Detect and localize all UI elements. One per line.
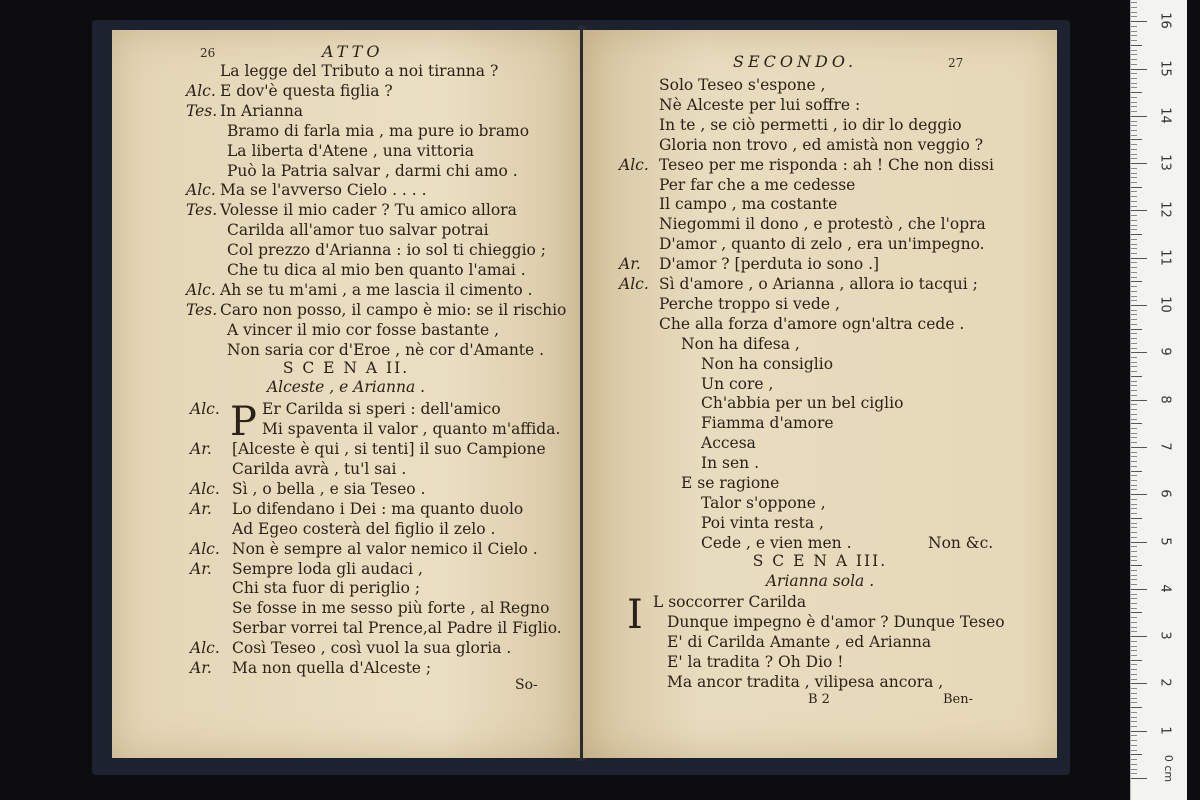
aria-line: Non ha difesa , — [681, 334, 800, 353]
ruler-tick — [1131, 366, 1137, 367]
ruler-tick — [1131, 712, 1137, 713]
catchword: So- — [515, 677, 538, 693]
ruler-tick — [1131, 149, 1137, 150]
ruler-tick — [1131, 168, 1137, 169]
ruler-tick — [1131, 291, 1137, 292]
ruler-number: 16 — [1157, 12, 1173, 29]
ruler-number: 3 — [1157, 631, 1173, 640]
ruler-tick — [1131, 116, 1147, 117]
ruler-tick — [1131, 707, 1142, 708]
ruler-tick — [1131, 594, 1137, 595]
ruler-tick — [1131, 542, 1147, 543]
ruler-tick — [1131, 636, 1147, 637]
ruler-tick — [1131, 702, 1137, 703]
verse-line: Serbar vorrei tal Prence,al Padre il Figlio. — [232, 619, 562, 638]
speaker-name: Ar. — [190, 659, 212, 677]
ruler-tick — [1131, 745, 1137, 746]
verse-line: Per far che a me cedesse — [659, 175, 856, 194]
verse-line: [Alceste è qui , si tenti] il suo Campione — [232, 440, 546, 459]
ruler-number: 1 — [1157, 726, 1173, 735]
ruler-tick — [1131, 551, 1137, 552]
speaker-name: Alc. — [186, 280, 216, 299]
ruler-tick — [1131, 617, 1137, 618]
verse-line: Il campo , ma costante — [659, 195, 838, 214]
ruler-tick — [1131, 442, 1137, 443]
ruler-tick — [1131, 144, 1137, 145]
speaker-name: Tes. — [186, 201, 218, 220]
verse-line: Lo difendano i Dei : ma quanto duolo — [232, 499, 524, 518]
page-number: 26 — [200, 46, 216, 60]
ruler-tick — [1131, 92, 1142, 93]
ruler-tick — [1131, 234, 1142, 235]
ruler-tick — [1131, 139, 1142, 140]
ruler-tick — [1131, 456, 1137, 457]
ruler-tick — [1131, 338, 1137, 339]
ruler-tick — [1131, 622, 1137, 623]
ruler-tick — [1131, 357, 1137, 358]
ruler-tick — [1131, 419, 1137, 420]
ruler-tick — [1131, 608, 1137, 609]
speaker-name: Ar. — [190, 559, 212, 578]
verse-line: Carilda all'amor tuo salvar potrai — [227, 221, 489, 240]
ruler-tick — [1131, 16, 1137, 17]
ruler-tick — [1131, 414, 1137, 415]
verse-line: D'amor , quanto di zelo , era un'impegno. — [659, 235, 985, 254]
ruler-tick — [1131, 447, 1147, 448]
ruler-tick — [1131, 504, 1137, 505]
ruler-tick — [1131, 87, 1137, 88]
verse-line: Che alla forza d'amore ogn'altra cede . — [659, 314, 965, 333]
verse-line: Perche troppo si vede , — [659, 294, 840, 313]
ruler-tick — [1131, 475, 1137, 476]
verse-line: Sì d'amore , o Arianna , allora io tacqui ; — [659, 275, 978, 293]
verse-line: Niegommi il dono , e protestò , che l'opra — [659, 215, 986, 234]
ruler-tick — [1131, 565, 1142, 566]
ruler-tick — [1131, 300, 1137, 301]
verse-line: Ah se tu m'ami , a me lascia il cimento . — [220, 280, 533, 299]
ruler-tick — [1131, 664, 1137, 665]
ruler-tick — [1131, 253, 1137, 254]
ruler-tick — [1131, 248, 1137, 249]
aria-line: Ch'abbia per un bel ciglio — [701, 394, 904, 413]
catchword: Ben- — [943, 692, 974, 707]
scene-title: S C E N A II. — [282, 358, 410, 377]
ruler-tick — [1131, 556, 1137, 557]
speaker-name: Ar. — [190, 440, 212, 459]
aria-line: Un core , — [701, 374, 774, 393]
drop-cap: I — [627, 592, 643, 639]
ruler-tick — [1131, 400, 1147, 401]
ruler-number: 4 — [1157, 584, 1173, 593]
verse-line: A vincer il mio cor fosse bastante , — [227, 320, 500, 339]
ruler-tick — [1131, 111, 1137, 112]
ruler-tick — [1131, 655, 1137, 656]
aria-line: Talor s'oppone , — [701, 493, 826, 512]
verse-line: Se fosse in me sesso più forte , al Regno — [232, 599, 550, 618]
ruler-tick — [1131, 329, 1142, 330]
speaker-name: Alc. — [190, 639, 220, 658]
ruler-tick — [1131, 489, 1137, 490]
ruler-tick — [1131, 726, 1137, 727]
ruler-tick — [1131, 575, 1137, 576]
ruler-tick — [1131, 352, 1147, 353]
verse-line: Sì , o bella , e sia Teseo . — [232, 479, 426, 498]
ruler-tick — [1131, 362, 1137, 363]
ruler-tick — [1131, 750, 1137, 751]
ruler-tick — [1131, 754, 1142, 755]
ruler-number: 13 — [1157, 154, 1173, 171]
ruler-tick — [1131, 191, 1137, 192]
ruler-tick — [1131, 688, 1137, 689]
ruler-tick — [1131, 518, 1142, 519]
verse-line: Nè Alceste per lui soffre : — [659, 95, 861, 114]
verse-line: Sempre loda gli audaci , — [232, 559, 423, 578]
verse-line: Caro non posso, il campo è mio: se il rischio — [220, 300, 567, 319]
verse-line: Gloria non trovo , ed amistà non veggio ? — [659, 135, 984, 154]
ruler-number: 12 — [1157, 201, 1173, 219]
ruler-tick — [1131, 239, 1137, 240]
ruler-tick — [1131, 121, 1137, 122]
aria-line: Fiamma d'amore — [701, 414, 834, 433]
ruler-tick — [1131, 258, 1147, 259]
scene-cast: Alceste , e Arianna . — [266, 378, 426, 397]
ruler-tick — [1131, 54, 1137, 55]
verse-line: La legge del Tributo a noi tiranna ? — [220, 62, 499, 80]
verse-line: Che tu dica al mio ben quanto l'amai . — [227, 261, 526, 279]
ruler-tick — [1131, 390, 1137, 391]
ruler-tick — [1131, 187, 1142, 188]
ruler-tick — [1131, 560, 1137, 561]
verse-line: La liberta d'Atene , una vittoria — [227, 141, 474, 160]
ruler-tick — [1131, 674, 1137, 675]
ruler-tick — [1131, 527, 1137, 528]
ruler-number: 10 — [1157, 296, 1173, 313]
ruler-number: 7 — [1157, 442, 1173, 451]
ruler-tick — [1131, 523, 1137, 524]
speaker-name: Alc. — [190, 539, 220, 558]
ruler-tick — [1131, 286, 1137, 287]
ruler-tick — [1131, 35, 1137, 36]
running-header: SECONDO. — [733, 52, 858, 71]
ruler-tick — [1131, 499, 1137, 500]
speaker-name: Alc. — [186, 181, 216, 200]
verse-line: Carilda avrà , tu'l sai . — [232, 460, 407, 478]
ruler-tick — [1131, 215, 1137, 216]
ruler-unit: 0 cm — [1162, 754, 1176, 783]
ruler-tick — [1131, 437, 1137, 438]
aria-line: Cede , e vien men . — [701, 533, 852, 552]
ruler-tick — [1131, 735, 1137, 736]
ruler-tick — [1131, 683, 1147, 684]
ruler-tick — [1131, 173, 1137, 174]
verse-line: In Arianna — [220, 101, 304, 120]
ruler-tick — [1131, 272, 1137, 273]
ruler-tick — [1131, 513, 1137, 514]
ruler-tick — [1131, 277, 1137, 278]
verse-line: In te , se ciò permetti , io dir lo deggio — [659, 115, 962, 134]
ruler-tick — [1131, 130, 1137, 131]
ruler-tick — [1131, 423, 1142, 424]
ruler-tick — [1131, 244, 1137, 245]
ruler-tick — [1131, 603, 1137, 604]
ruler-tick — [1131, 646, 1137, 647]
ruler-tick — [1131, 83, 1137, 84]
ruler-tick — [1131, 78, 1137, 79]
ruler-tick — [1131, 769, 1137, 770]
verse-line: E' la tradita ? Oh Dio ! — [667, 653, 844, 672]
verse-line: Ad Egeo costerà del figlio il zelo . — [232, 519, 496, 538]
speaker-name: Ar. — [190, 499, 212, 518]
ruler-tick — [1131, 73, 1137, 74]
ruler-tick — [1131, 759, 1137, 760]
ruler-tick — [1131, 7, 1137, 8]
signature-mark: B 2 — [808, 692, 830, 707]
ruler-tick — [1131, 650, 1137, 651]
ruler-tick — [1131, 717, 1137, 718]
verse-line: E dov'è questa figlia ? — [220, 81, 393, 100]
ruler-tick — [1131, 433, 1137, 434]
ruler-tick — [1131, 196, 1137, 197]
aria-line: Non ha consiglio — [701, 354, 834, 373]
ruler-tick — [1131, 579, 1137, 580]
aria-line: E se ragione — [681, 474, 780, 492]
ruler-number: 8 — [1157, 394, 1173, 404]
ruler-tick — [1131, 627, 1137, 628]
ruler-tick — [1131, 778, 1147, 779]
ruler-tick — [1131, 21, 1147, 22]
right-page — [583, 30, 1057, 758]
ruler-number: 14 — [1157, 107, 1173, 124]
ruler-tick — [1131, 135, 1137, 136]
ruler-tick — [1131, 59, 1137, 60]
ruler-tick — [1131, 182, 1137, 183]
ruler-tick — [1131, 612, 1142, 613]
ruler-tick — [1131, 2, 1137, 3]
verse-line: Bramo di farla mia , ma pure io bramo — [227, 121, 530, 140]
ruler-tick — [1131, 45, 1142, 46]
ruler-tick — [1131, 97, 1137, 98]
ruler-tick — [1131, 40, 1137, 41]
ruler-tick — [1131, 333, 1137, 334]
verse-line: Ma non quella d'Alceste ; — [232, 659, 432, 677]
ruler-tick — [1131, 641, 1137, 642]
ruler-tick — [1131, 546, 1137, 547]
verse-line: Così Teseo , così vuol la sua gloria . — [232, 639, 512, 658]
ruler-tick — [1131, 485, 1137, 486]
ruler-tick — [1131, 537, 1137, 538]
ruler-number: 5 — [1157, 536, 1173, 546]
ruler-tick — [1131, 532, 1137, 533]
verse-line: D'amor ? [perduta io sono .] — [659, 255, 880, 274]
verse-line: Mi spaventa il valor , quanto m'affida. — [262, 420, 561, 439]
ruler-tick — [1131, 26, 1137, 27]
ruler-tick — [1131, 740, 1137, 741]
ruler-tick — [1131, 693, 1137, 694]
ruler-tick — [1131, 12, 1137, 13]
ruler-tick — [1131, 764, 1137, 765]
aria-line: In sen . — [701, 454, 759, 473]
ruler-tick — [1131, 225, 1137, 226]
ruler-tick — [1131, 281, 1142, 282]
ruler-tick — [1131, 570, 1137, 571]
ruler-number: 9 — [1157, 347, 1173, 356]
speaker-name: Alc. — [190, 479, 220, 498]
ruler-tick — [1131, 343, 1137, 344]
verse-line: Ma ancor tradita , vilipesa ancora , — [667, 673, 944, 691]
ruler-tick — [1131, 348, 1137, 349]
scene-cast: Arianna sola . — [765, 571, 875, 590]
ruler-tick — [1131, 324, 1137, 325]
aria-line: Accesa — [701, 434, 756, 453]
verse-line: Non è sempre al valor nemico il Cielo . — [232, 539, 538, 558]
speaker-name: Tes. — [186, 300, 218, 319]
ruler-tick — [1131, 201, 1137, 202]
ruler-tick — [1131, 721, 1137, 722]
ruler-tick — [1131, 466, 1137, 467]
ruler-tick — [1131, 163, 1147, 164]
verse-line: Col prezzo d'Arianna : io sol ti chieggio ; — [227, 241, 547, 260]
ruler-tick — [1131, 395, 1137, 396]
speaker-name: Alc. — [186, 81, 216, 100]
ruler-tick — [1131, 584, 1137, 585]
ruler-tick — [1131, 262, 1137, 263]
ruler-tick — [1131, 428, 1137, 429]
ruler-number: 15 — [1157, 59, 1173, 77]
ruler-tick — [1131, 631, 1137, 632]
verse-line: Dunque impegno è d'amor ? Dunque Teseo — [667, 613, 1005, 632]
aria-repeat: Non &c. — [928, 533, 994, 552]
ruler-tick — [1131, 314, 1137, 315]
speaker-name: Ar. — [619, 255, 641, 274]
ruler-number: 11 — [1157, 248, 1173, 266]
ruler-tick — [1131, 154, 1137, 155]
ruler-tick — [1131, 773, 1137, 774]
ruler-tick — [1131, 381, 1137, 382]
ruler-tick — [1131, 106, 1137, 107]
ruler-tick — [1131, 589, 1147, 590]
running-header: ATTO — [322, 42, 384, 61]
scene-title: S C E N A III. — [752, 551, 888, 570]
ruler-tick — [1131, 102, 1137, 103]
ruler-tick — [1131, 158, 1137, 159]
measurement-ruler — [1130, 0, 1187, 800]
ruler-tick — [1131, 125, 1137, 126]
left-page — [112, 30, 580, 758]
ruler-tick — [1131, 69, 1147, 70]
ruler-number: 2 — [1157, 678, 1173, 688]
ruler-tick — [1131, 660, 1142, 661]
drop-cap: P — [230, 399, 257, 446]
ruler-tick — [1131, 404, 1137, 405]
ruler-tick — [1131, 480, 1137, 481]
speaker-name: Tes. — [186, 101, 218, 120]
ruler-tick — [1131, 64, 1137, 65]
ruler-tick — [1131, 471, 1142, 472]
aria-line: Poi vinta resta , — [701, 513, 824, 532]
ruler-number: 6 — [1157, 489, 1173, 498]
ruler-tick — [1131, 229, 1137, 230]
ruler-tick — [1131, 305, 1147, 306]
ruler-tick — [1131, 371, 1137, 372]
page-number: 27 — [948, 56, 964, 70]
ruler-tick — [1131, 669, 1137, 670]
ruler-tick — [1131, 731, 1147, 732]
ruler-tick — [1131, 452, 1137, 453]
ruler-tick — [1131, 409, 1137, 410]
ruler-tick — [1131, 50, 1137, 51]
ruler-tick — [1131, 210, 1147, 211]
verse-line: Può la Patria salvar , darmi chi amo . — [227, 161, 518, 180]
ruler-tick — [1131, 177, 1137, 178]
verse-line: Er Carilda si speri : dell'amico — [262, 400, 501, 419]
ruler-tick — [1131, 296, 1137, 297]
verse-line: Chi sta fuor di periglio ; — [232, 579, 421, 598]
ruler-tick — [1131, 220, 1137, 221]
speaker-name: Alc. — [190, 400, 220, 419]
verse-line: E' di Carilda Amante , ed Arianna — [667, 633, 932, 652]
speaker-name: Alc. — [619, 275, 649, 293]
verse-line: Non saria cor d'Eroe , nè cor d'Amante . — [227, 340, 545, 359]
verse-line: Teseo per me risponda : ah ! Che non dissi — [659, 155, 994, 174]
ruler-tick — [1131, 698, 1137, 699]
ruler-tick — [1131, 31, 1137, 32]
ruler-tick — [1131, 679, 1137, 680]
ruler-tick — [1131, 385, 1137, 386]
ruler-tick — [1131, 598, 1137, 599]
ruler-tick — [1131, 376, 1142, 377]
verse-line: Ma se l'avverso Cielo . . . . — [220, 181, 427, 200]
ruler-tick — [1131, 267, 1137, 268]
speaker-name: Alc. — [619, 155, 649, 174]
ruler-tick — [1131, 508, 1137, 509]
verse-line: Volesse il mio cader ? Tu amico allora — [220, 201, 517, 220]
ruler-tick — [1131, 310, 1137, 311]
ruler-tick — [1131, 319, 1137, 320]
verse-line: L soccorrer Carilda — [653, 593, 807, 612]
ruler-tick — [1131, 206, 1137, 207]
ruler-tick — [1131, 494, 1147, 495]
ruler-tick — [1131, 461, 1137, 462]
verse-line: Solo Teseo s'espone , — [659, 76, 826, 94]
